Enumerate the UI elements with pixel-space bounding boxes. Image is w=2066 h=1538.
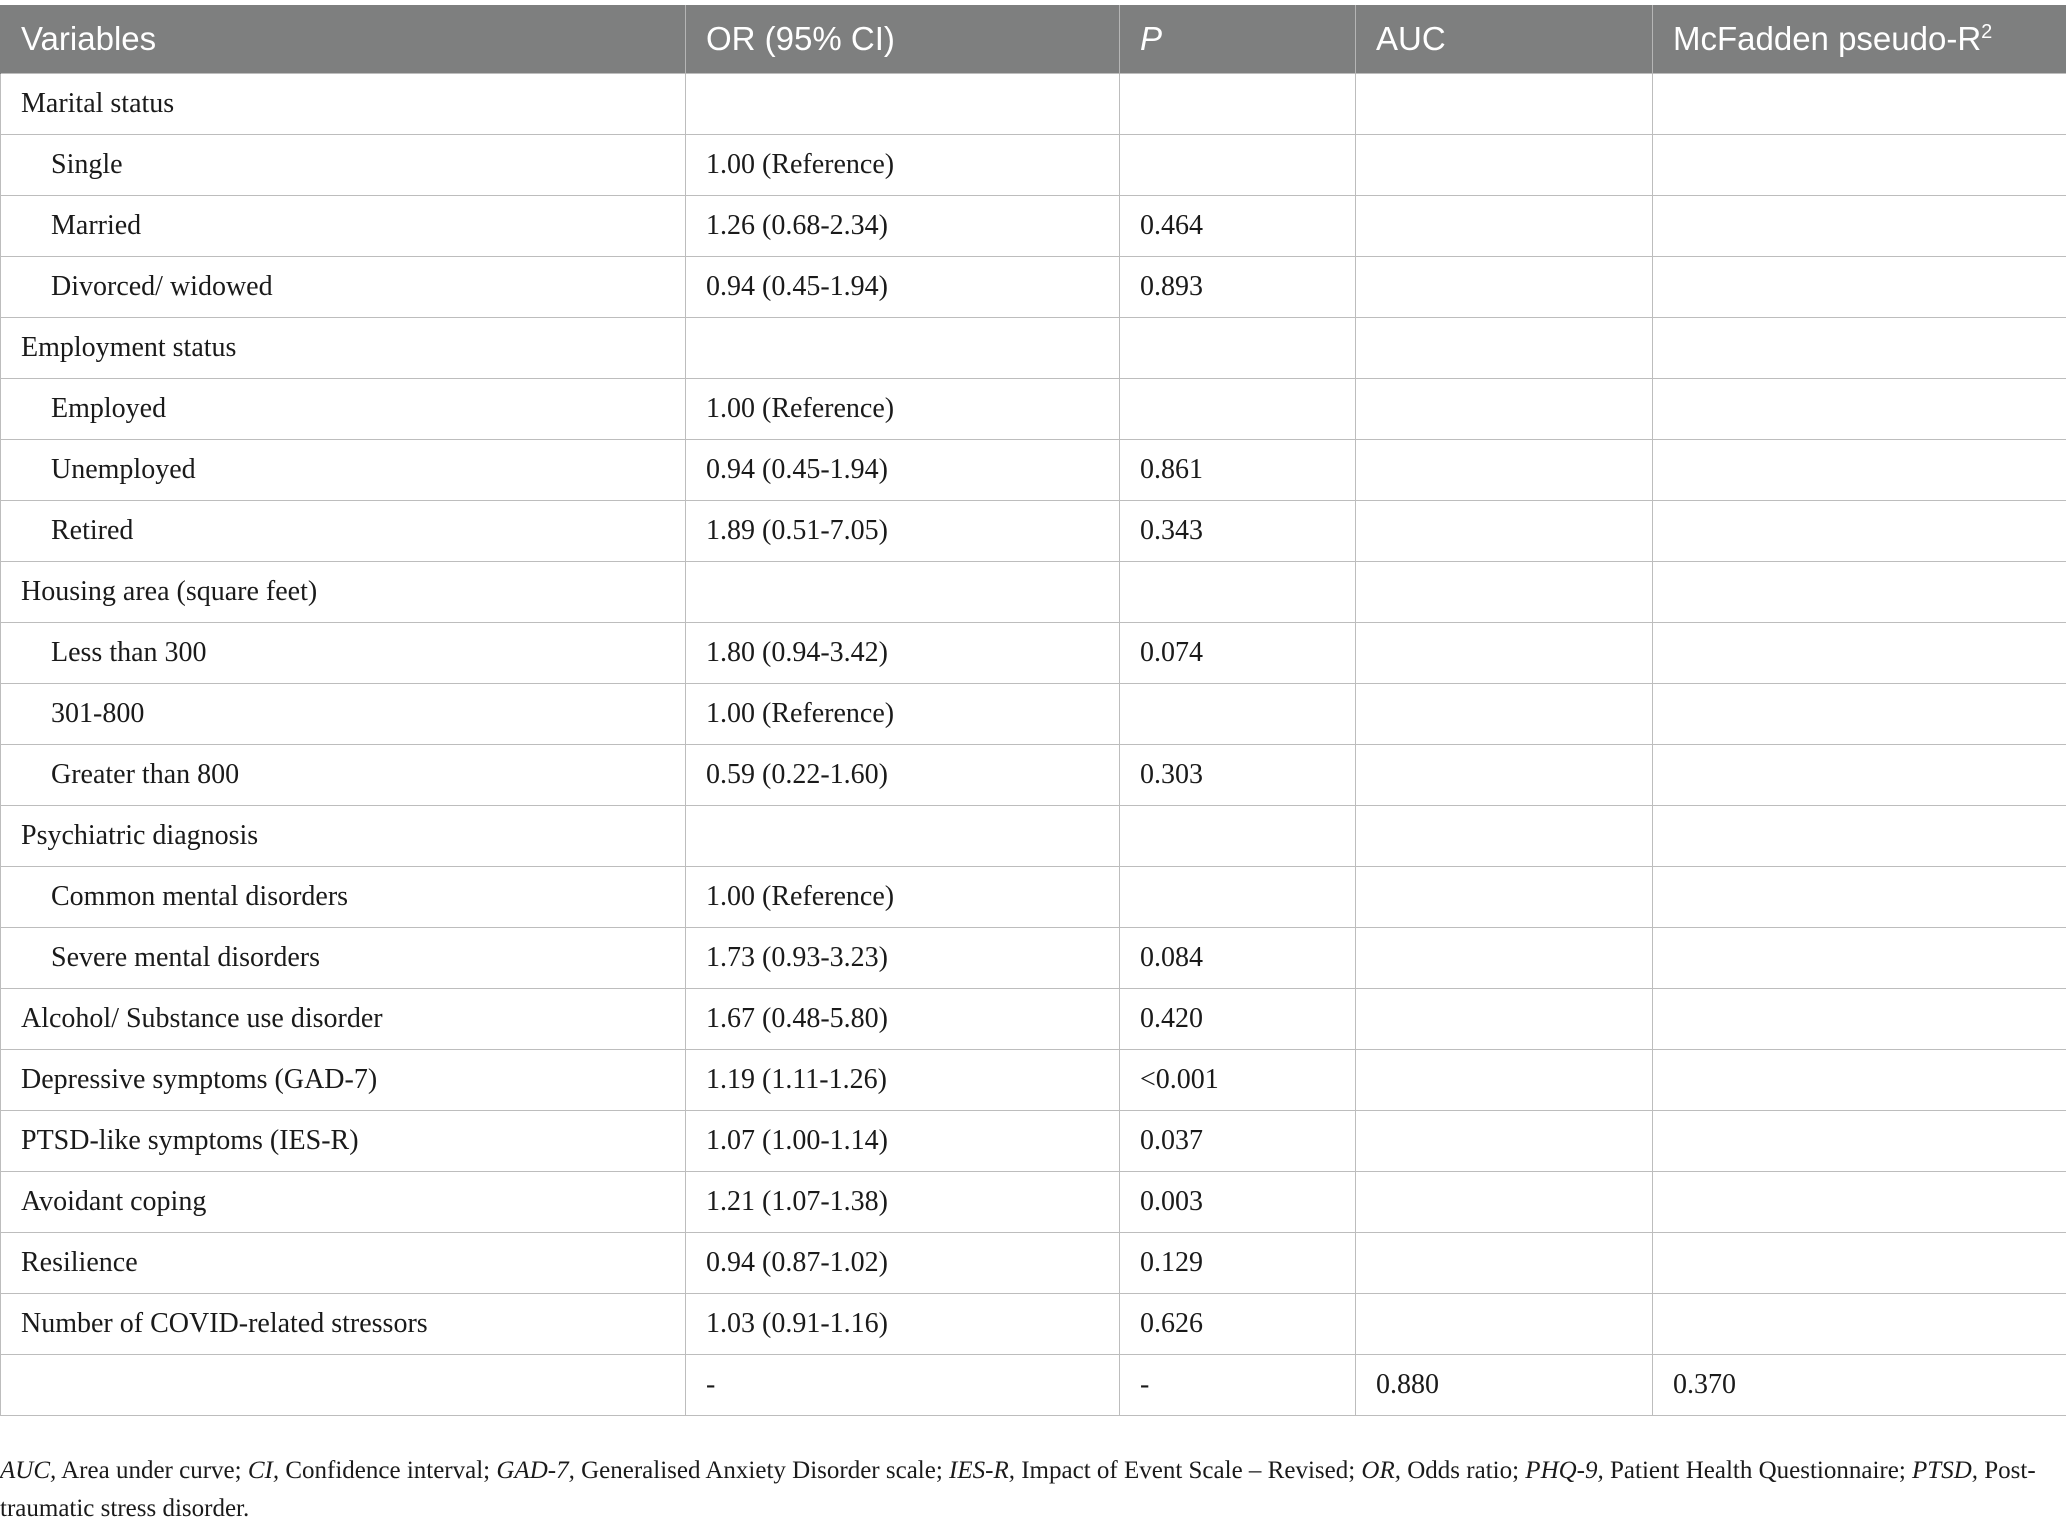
table-row [1, 1294, 2066, 1355]
table-row [1, 318, 2066, 379]
p-value-cell: 0.003 [1120, 1172, 1356, 1233]
table-row [1, 1050, 2066, 1111]
or-ci-cell: 1.00 (Reference) [686, 867, 1120, 928]
pseudo-r2-cell [1653, 989, 2066, 1050]
or-ci-cell: 0.94 (0.45-1.94) [686, 257, 1120, 318]
table-row [1, 257, 2066, 318]
footnote-def-phq: Patient Health Questionnaire; [1603, 1457, 1913, 1484]
p-value-cell [1120, 867, 1356, 928]
footnote-def-ies: Impact of Event Scale – Revised; [1014, 1457, 1362, 1484]
variable-cell: Retired [1, 501, 686, 562]
pseudo-r2-cell [1653, 1050, 2066, 1111]
p-value-cell [1120, 562, 1356, 623]
p-value-cell: <0.001 [1120, 1050, 1356, 1111]
pseudo-r2-cell: 0.370 [1653, 1355, 2066, 1416]
auc-cell [1356, 74, 1653, 135]
p-value-cell: 0.464 [1120, 196, 1356, 257]
pseudo-r2-cell [1653, 440, 2066, 501]
footnote-def-ci: Confidence interval; [279, 1457, 497, 1484]
p-value-cell: 0.037 [1120, 1111, 1356, 1172]
auc-cell [1356, 745, 1653, 806]
pseudo-r2-cell [1653, 257, 2066, 318]
auc-cell [1356, 135, 1653, 196]
table-footnote [0, 1452, 2040, 1528]
p-value-cell: 0.893 [1120, 257, 1356, 318]
auc-cell [1356, 989, 1653, 1050]
p-value-cell [1120, 318, 1356, 379]
table-row [1, 989, 2066, 1050]
p-value-cell [1120, 74, 1356, 135]
auc-cell [1356, 562, 1653, 623]
footnote-abbr-auc: AUC, [0, 1457, 57, 1484]
p-value-cell: 0.861 [1120, 440, 1356, 501]
header-pseudo-r2 [1653, 5, 2066, 74]
auc-cell [1356, 1233, 1653, 1294]
p-value-cell [1120, 135, 1356, 196]
auc-cell: 0.880 [1356, 1355, 1653, 1416]
or-ci-cell: 1.21 (1.07-1.38) [686, 1172, 1120, 1233]
table-row [1, 440, 2066, 501]
pseudo-r2-cell [1653, 74, 2066, 135]
header-or: OR (95% CI) [686, 5, 1120, 74]
auc-cell [1356, 379, 1653, 440]
pseudo-r2-cell [1653, 806, 2066, 867]
pseudo-r2-cell [1653, 623, 2066, 684]
variable-cell: Psychiatric diagnosis [1, 806, 686, 867]
footnote-abbr-or: OR, [1361, 1457, 1401, 1484]
footnote-def-auc: Area under curve; [56, 1457, 248, 1484]
auc-cell [1356, 867, 1653, 928]
p-value-cell: 0.420 [1120, 989, 1356, 1050]
variable-cell: Divorced/ widowed [1, 257, 686, 318]
p-value-cell: 0.626 [1120, 1294, 1356, 1355]
footnote-def-or: Odds ratio; [1401, 1457, 1526, 1484]
table-row [1, 1172, 2066, 1233]
or-ci-cell: 1.19 (1.11-1.26) [686, 1050, 1120, 1111]
auc-cell [1356, 318, 1653, 379]
table-row [1, 684, 2066, 745]
pseudo-r2-cell [1653, 928, 2066, 989]
or-ci-cell [686, 74, 1120, 135]
variable-cell: Avoidant coping [1, 1172, 686, 1233]
table-row [1, 562, 2066, 623]
p-value-cell [1120, 379, 1356, 440]
pseudo-r2-cell [1653, 379, 2066, 440]
variable-cell: Employment status [1, 318, 686, 379]
variable-cell: Greater than 800 [1, 745, 686, 806]
auc-cell [1356, 1050, 1653, 1111]
variable-cell: Employed [1, 379, 686, 440]
pseudo-r2-cell [1653, 684, 2066, 745]
footnote-abbr-ies: IES-R, [949, 1457, 1015, 1484]
auc-cell [1356, 196, 1653, 257]
table-row [1, 1355, 2066, 1416]
pseudo-r2-cell [1653, 562, 2066, 623]
header-pseudo-r2-superscript: 2 [1981, 21, 1993, 43]
auc-cell [1356, 501, 1653, 562]
pseudo-r2-cell [1653, 196, 2066, 257]
auc-cell [1356, 1172, 1653, 1233]
footnote-def-ptsd: Post-traumatic stress disorder. [0, 1457, 2036, 1522]
p-value-cell [1120, 806, 1356, 867]
or-ci-cell: 1.00 (Reference) [686, 684, 1120, 745]
pseudo-r2-cell [1653, 318, 2066, 379]
or-ci-cell [686, 806, 1120, 867]
auc-cell [1356, 257, 1653, 318]
or-ci-cell: 1.07 (1.00-1.14) [686, 1111, 1120, 1172]
table-row [1, 928, 2066, 989]
auc-cell [1356, 1294, 1653, 1355]
header-p: P [1120, 5, 1356, 74]
table-header-row [1, 5, 2066, 74]
auc-cell [1356, 440, 1653, 501]
pseudo-r2-cell [1653, 1111, 2066, 1172]
variable-cell: Married [1, 196, 686, 257]
or-ci-cell: 0.94 (0.87-1.02) [686, 1233, 1120, 1294]
auc-cell [1356, 684, 1653, 745]
or-ci-cell: 1.03 (0.91-1.16) [686, 1294, 1120, 1355]
or-ci-cell [686, 562, 1120, 623]
variable-cell: Unemployed [1, 440, 686, 501]
pseudo-r2-cell [1653, 745, 2066, 806]
p-value-cell: 0.129 [1120, 1233, 1356, 1294]
variable-cell: Alcohol/ Substance use disorder [1, 989, 686, 1050]
variable-cell: Severe mental disorders [1, 928, 686, 989]
p-value-cell: - [1120, 1355, 1356, 1416]
footnote-abbr-gad: GAD-7, [496, 1457, 575, 1484]
or-ci-cell: 1.26 (0.68-2.34) [686, 196, 1120, 257]
table-row [1, 623, 2066, 684]
or-ci-cell: 1.89 (0.51-7.05) [686, 501, 1120, 562]
pseudo-r2-cell [1653, 135, 2066, 196]
variable-cell: Resilience [1, 1233, 686, 1294]
footnote-def-gad: Generalised Anxiety Disorder scale; [574, 1457, 950, 1484]
pseudo-r2-cell [1653, 1233, 2066, 1294]
or-ci-cell [686, 318, 1120, 379]
or-ci-cell: 1.00 (Reference) [686, 379, 1120, 440]
or-ci-cell: 1.00 (Reference) [686, 135, 1120, 196]
p-value-cell: 0.084 [1120, 928, 1356, 989]
or-ci-cell: 0.94 (0.45-1.94) [686, 440, 1120, 501]
p-value-cell: 0.303 [1120, 745, 1356, 806]
header-variables: Variables [1, 5, 686, 74]
table-body [1, 74, 2066, 1416]
table-row [1, 1111, 2066, 1172]
table-row [1, 379, 2066, 440]
or-ci-cell: 0.59 (0.22-1.60) [686, 745, 1120, 806]
variable-cell: Marital status [1, 74, 686, 135]
pseudo-r2-cell [1653, 867, 2066, 928]
footnote-abbr-ci: CI, [247, 1457, 280, 1484]
header-pseudo-r2-text: McFadden pseudo-R [1673, 20, 1982, 57]
table-row [1, 501, 2066, 562]
or-ci-cell: 1.73 (0.93-3.23) [686, 928, 1120, 989]
results-table-container [0, 5, 2066, 1416]
table-row [1, 1233, 2066, 1294]
auc-cell [1356, 806, 1653, 867]
auc-cell [1356, 623, 1653, 684]
variable-cell: Less than 300 [1, 623, 686, 684]
table-row [1, 196, 2066, 257]
p-value-cell: 0.074 [1120, 623, 1356, 684]
variable-cell: Housing area (square feet) [1, 562, 686, 623]
regression-results-table [0, 5, 2066, 1416]
or-ci-cell: 1.67 (0.48-5.80) [686, 989, 1120, 1050]
table-row [1, 135, 2066, 196]
auc-cell [1356, 928, 1653, 989]
or-ci-cell: - [686, 1355, 1120, 1416]
p-value-cell: 0.343 [1120, 501, 1356, 562]
footnote-abbr-phq: PHQ-9, [1525, 1457, 1604, 1484]
variable-cell: PTSD-like symptoms (IES-R) [1, 1111, 686, 1172]
table-row [1, 806, 2066, 867]
variable-cell: Depressive symptoms (GAD-7) [1, 1050, 686, 1111]
variable-cell: 301-800 [1, 684, 686, 745]
table-row [1, 74, 2066, 135]
table-row [1, 867, 2066, 928]
p-value-cell [1120, 684, 1356, 745]
pseudo-r2-cell [1653, 1294, 2066, 1355]
variable-cell: Common mental disorders [1, 867, 686, 928]
header-auc: AUC [1356, 5, 1653, 74]
pseudo-r2-cell [1653, 1172, 2066, 1233]
variable-cell: Number of COVID-related stressors [1, 1294, 686, 1355]
variable-cell: Single [1, 135, 686, 196]
pseudo-r2-cell [1653, 501, 2066, 562]
auc-cell [1356, 1111, 1653, 1172]
table-row [1, 745, 2066, 806]
footnote-abbr-ptsd: PTSD, [1912, 1457, 1979, 1484]
or-ci-cell: 1.80 (0.94-3.42) [686, 623, 1120, 684]
variable-cell [1, 1355, 686, 1416]
